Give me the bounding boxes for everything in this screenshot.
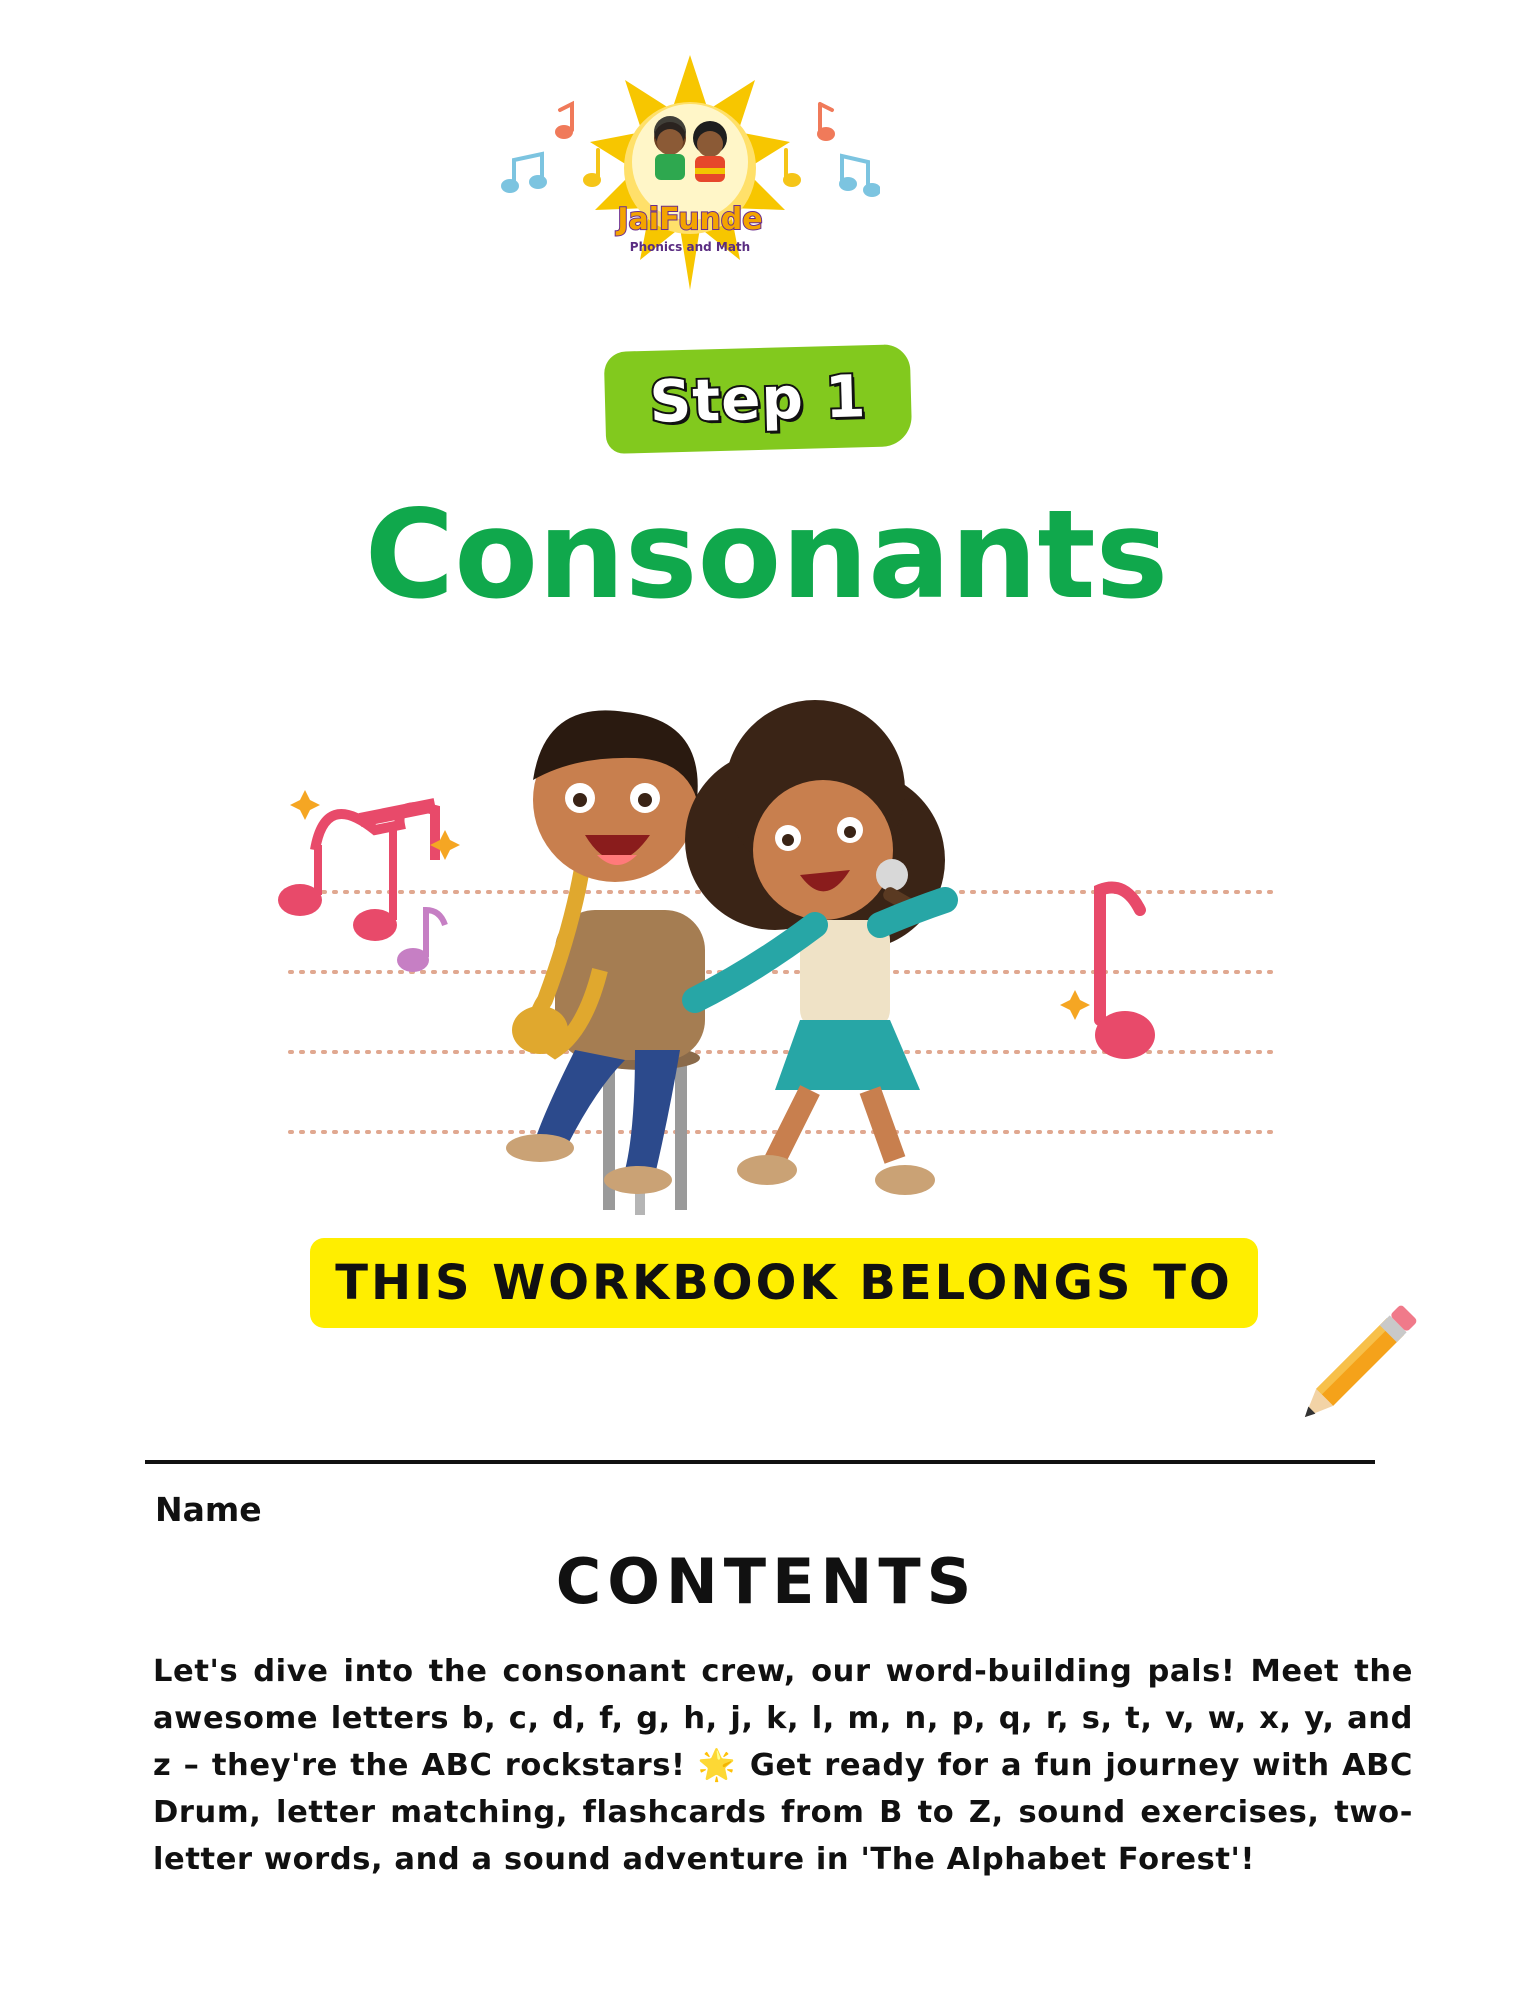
- belongs-label: THIS WORKBOOK BELONGS TO: [335, 1255, 1233, 1311]
- contents-body: Let's dive into the consonant crew, our word-building pals! Meet the awesome letters b, c, d, f, g, h, j, k, l, m, n, p, q, r, s, t, v, w, x, y, and z – they're the ABC rockstars! 🌟 Get ready for a fun journey with ABC Drum, letter matching, flashcards from B to Z, sound exercises, two-letter words, and a sound adventure in 'The Alphabet Forest'!: [153, 1654, 1413, 1877]
- sun-logo-icon: [590, 50, 790, 295]
- boy-saxophone-icon: [506, 710, 705, 1215]
- page-title: Consonants: [364, 484, 1169, 626]
- belongs-banner: [310, 1238, 1258, 1328]
- kids-music-illustration: [255, 670, 1290, 1230]
- brand-logo: [500, 50, 880, 295]
- logo-brand-name: JaiFunde: [617, 202, 763, 237]
- step-label: Step 1: [648, 362, 868, 436]
- girl-microphone-icon: [685, 700, 945, 1195]
- step-badge: [604, 344, 913, 454]
- name-label: Name: [155, 1490, 262, 1529]
- music-notes-right-icon: [770, 90, 880, 220]
- contents-heading: CONTENTS: [555, 1545, 978, 1618]
- red-notes-icon: [278, 790, 460, 972]
- name-line: [145, 1460, 1375, 1464]
- pencil-icon: [1280, 1282, 1440, 1442]
- logo-tagline: Phonics and Math: [629, 240, 751, 254]
